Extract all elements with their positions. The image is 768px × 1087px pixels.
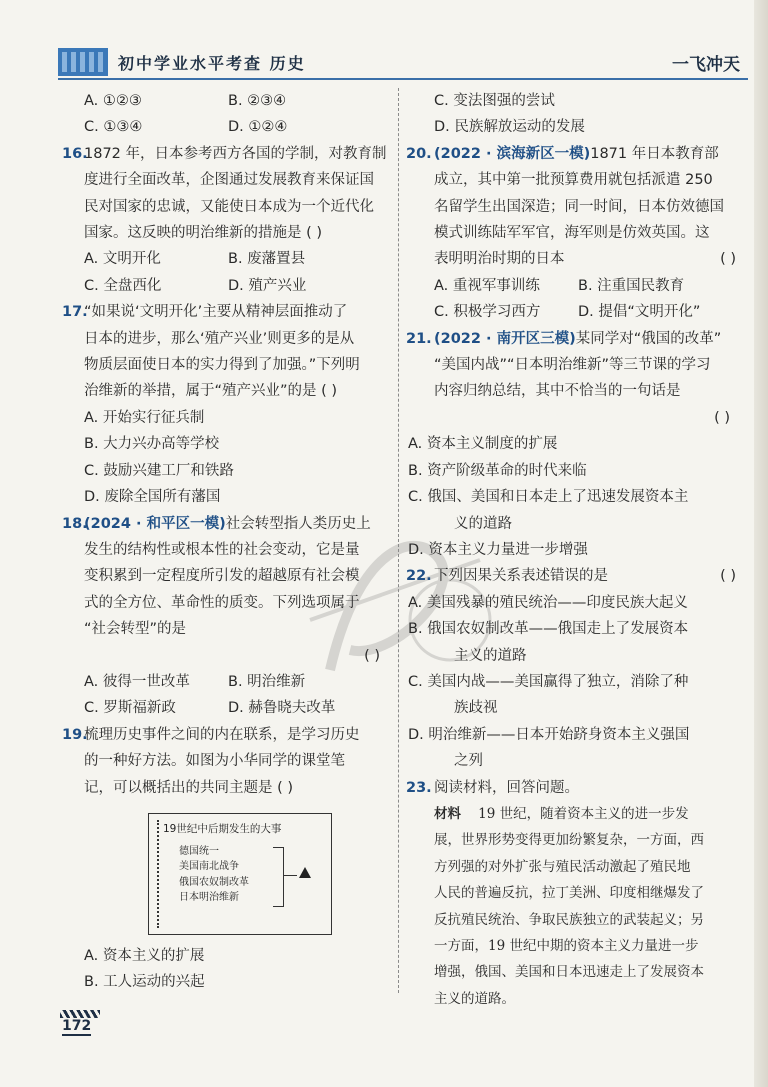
answer-bracket: ( )	[720, 568, 736, 585]
question-text-line: 国家。这反映的明治维新的措施是 ( )	[84, 225, 323, 242]
option-b: B. 工人运动的兴起	[84, 974, 205, 991]
question-number: 17.	[62, 304, 88, 321]
material-line	[434, 801, 744, 827]
left-column	[62, 88, 394, 996]
q19-option-d: D. 民族解放运动的发展	[434, 119, 585, 136]
question-text-line: 成立，其中第一批预算费用就包括派遣 250	[434, 172, 713, 189]
option-d-continued: 之列	[454, 753, 483, 770]
question-text: 下列因果关系表述错误的是	[434, 568, 608, 585]
option-c-continued: 义的道路	[454, 515, 512, 532]
page-number-badge	[60, 1010, 100, 1034]
answer-bracket: ( )	[714, 409, 730, 426]
options-row	[434, 299, 744, 325]
option-b: B. 废藩置县	[228, 251, 306, 268]
notes-item: 俄国农奴制改革	[179, 876, 249, 888]
question-17	[62, 299, 394, 510]
notes-item: 日本明治维新	[179, 892, 239, 904]
material-line: 方列强的对外扩张与殖民活动激起了殖民地	[434, 858, 691, 875]
notes-arrow	[283, 875, 297, 876]
question-text-line: 阅读材料，回答问题。	[434, 779, 579, 796]
question-source: (2022 · 南开区三模)	[434, 330, 576, 347]
question-text-line: 度进行全面改革，企图通过发展教育来保证国	[84, 172, 374, 189]
question-text-line	[434, 563, 744, 589]
option-a: A. 彼得一世改革	[84, 673, 190, 690]
header-logo-icon	[58, 48, 108, 76]
options-row	[434, 273, 744, 299]
question-number: 19.	[62, 726, 88, 743]
question-text-line: 名留学生出国深造；同一时间，日本仿效德国	[434, 198, 724, 215]
header-brand: 一飞冲天	[672, 55, 740, 75]
page-number-decoration	[60, 1010, 100, 1018]
question-text-line	[434, 246, 744, 272]
material-line: 一方面，19 世纪中期的资本主义力量进一步	[434, 938, 699, 954]
q19-option-c: C. 变法图强的尝试	[434, 93, 555, 109]
option-b: B. 注重国民教育	[578, 277, 685, 294]
question-text-line: 式的全方位、革命性的质变。下列选项属于	[84, 594, 360, 611]
question-text-line: “美国内战”“日本明治维新”等三节课的学习	[434, 357, 711, 374]
question-text: 某同学对“俄国的改革”	[575, 330, 722, 347]
reading-material	[408, 801, 744, 1012]
material-text: 19 世纪，随着资本主义的进一步发	[478, 805, 689, 822]
answer-bracket: ( )	[720, 251, 736, 268]
material-line: 人民的普遍反抗，拉丁美洲、印度相继爆发了	[434, 885, 704, 902]
material-line: 主义的道路。	[434, 990, 515, 1007]
question-text-line: 变积累到一定程度所引发的超越原有社会模	[84, 568, 360, 585]
question-text-line	[84, 511, 394, 537]
q15-option-a: A. ①②③	[84, 93, 142, 109]
question-text: 1871 年日本教育部	[590, 145, 719, 162]
options-row	[84, 695, 394, 721]
question-text-line: 记，可以概括出的共同主题是 ( )	[84, 779, 294, 796]
option-a: A. 资本主义制度的扩展	[408, 436, 558, 453]
option-b: B. 明治维新	[228, 673, 306, 690]
question-20	[408, 141, 744, 326]
page-binding-edge	[754, 0, 768, 1087]
option-c: C. 美国内战——美国赢得了独立，消除了种	[408, 673, 689, 690]
question-text-line: 民对国家的忠诚，又能使日本成为一个近代化	[84, 198, 374, 215]
option-d: D. 提倡“文明开化”	[578, 304, 701, 321]
option-a: A. 资本主义的扩展	[84, 947, 205, 964]
material-line: 反抗殖民统治、争取民族独立的武装起义；另	[434, 911, 704, 928]
options-row	[84, 669, 394, 695]
question-number: 23.	[406, 779, 432, 796]
material-line: 增强，俄国、美国和日本迅速走上了发展资本	[434, 964, 704, 981]
question-text-line: 1872 年，日本参考西方各国的学制，对教育制	[84, 145, 387, 162]
question-text-line: 发生的结构性或根本性的社会变动，它是量	[84, 541, 360, 558]
question-21	[408, 326, 744, 432]
question-source: (2022 · 滨海新区一模)	[434, 145, 591, 162]
question-number: 18.	[62, 515, 88, 532]
column-divider	[398, 88, 399, 993]
question-text-line: 日本的进步，那么‘殖产兴业’则更多的是从	[84, 330, 355, 347]
option-b: B. 资产阶级革命的时代来临	[408, 462, 587, 479]
option-d: D. 资本主义力量进一步增强	[408, 541, 588, 558]
question-23	[408, 775, 744, 801]
material-line: 展，世界形势变得更加纷繁复杂，一方面，西	[434, 832, 704, 849]
question-22	[408, 563, 744, 589]
question-text-line: 的一种好方法。如图为小华同学的课堂笔	[84, 753, 345, 770]
question-number: 22.	[406, 568, 432, 585]
question-text-line: 梳理历史事件之间的内在联系，是学习历史	[84, 726, 360, 743]
right-column	[408, 88, 744, 1012]
option-d: D. 废除全国所有藩国	[84, 489, 221, 506]
header-title: 初中学业水平考查 历史	[118, 54, 306, 73]
question-text: 社会转型指人类历史上	[225, 515, 371, 532]
question-number: 16.	[62, 145, 88, 162]
option-b: B. 大力兴办高等学校	[84, 436, 220, 453]
option-c: C. 全盘西化	[84, 277, 162, 294]
question-text-line: 治维新的举措，属于“殖产兴业”的是 ( )	[84, 383, 338, 400]
question-text-line: 物质层面使日本的实力得到了加强。”下列明	[84, 357, 360, 374]
q15-options-row-1	[84, 88, 394, 114]
question-19	[62, 722, 394, 996]
answer-bracket: ( )	[364, 647, 380, 664]
q15-options-row-2	[84, 114, 394, 140]
options-row	[84, 273, 394, 299]
notes-brace	[273, 847, 284, 907]
page-header	[58, 48, 748, 80]
page-number: 172	[62, 1018, 92, 1034]
question-number: 20.	[406, 145, 432, 162]
q15-option-c: C. ①③④	[84, 119, 143, 136]
class-notes-figure	[148, 813, 332, 935]
option-a: A. 开始实行征兵制	[84, 409, 205, 426]
option-d: D. 明治维新——日本开始跻身资本主义强国	[408, 726, 690, 743]
notes-title: 19世纪中后期发生的大事	[163, 822, 282, 835]
q15-option-d: D. ①②④	[228, 119, 288, 136]
option-c: C. 罗斯福新政	[84, 700, 176, 717]
question-text-line: “社会转型”的是	[84, 621, 187, 638]
question-text-line	[434, 141, 744, 167]
question-16	[62, 141, 394, 299]
option-c: C. 积极学习西方	[434, 304, 541, 321]
option-a: A. 文明开化	[84, 251, 161, 268]
option-d: D. 殖产兴业	[228, 277, 307, 294]
notes-item: 德国统一	[179, 845, 219, 857]
options-row	[84, 246, 394, 272]
question-number: 21.	[406, 330, 432, 347]
question-text-line: 内容归纳总结，其中不恰当的一句话是	[434, 383, 681, 400]
option-b-continued: 主义的道路	[454, 647, 527, 664]
option-b: B. 俄国农奴制改革——俄国走上了发展资本	[408, 621, 689, 638]
option-c-continued: 族歧视	[454, 700, 498, 717]
question-text-line: “如果说‘文明开化’主要从精神层面推动了	[84, 304, 348, 321]
option-d: D. 赫鲁晓夫改革	[228, 700, 336, 717]
option-a: A. 重视军事训练	[434, 277, 540, 294]
material-label: 材料	[434, 805, 461, 822]
question-text: 表明明治时期的日本	[434, 251, 565, 268]
q15-option-b: B. ②③④	[228, 93, 287, 109]
option-a: A. 美国残暴的殖民统治——印度民族大起义	[408, 594, 688, 611]
question-18	[62, 511, 394, 722]
option-c: C. 俄国、美国和日本走上了迅速发展资本主	[408, 489, 689, 506]
question-source: (2024 · 和平区一模)	[84, 515, 226, 532]
notes-item: 美国南北战争	[179, 861, 239, 873]
notes-items	[179, 844, 249, 906]
option-c: C. 鼓励兴建工厂和铁路	[84, 462, 234, 479]
triangle-marker-icon	[299, 867, 311, 878]
question-text-line: 模式训练陆军军官，海军则是仿效英国。这	[434, 225, 710, 242]
question-text-line	[434, 326, 744, 352]
